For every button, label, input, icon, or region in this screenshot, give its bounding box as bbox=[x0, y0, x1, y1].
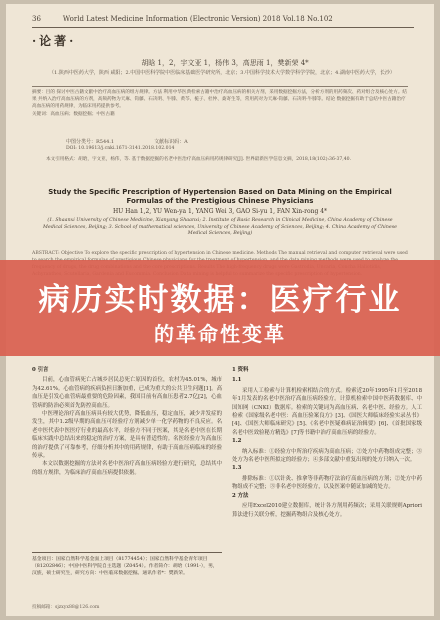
affiliations-cn: （1.陕西中医药大学，陕西 咸阳；2.中国中医科学院中医临床基础医学研究所，北京；3.中国科学技术大学数学科学学院，北京；4.湖南中医药大学，长沙） bbox=[49, 70, 395, 76]
right-column bbox=[232, 366, 422, 592]
body-paragraph: 纳入标准：①经验方中所治疗疾病为高血压病；②处方中药物组成完整；③处方为名老中医所拟定的经验方；④多部文献中重复出现的处方只纳入一次。 bbox=[232, 448, 422, 464]
subsection-heading: 1.1 bbox=[232, 377, 242, 384]
authors-en: HU Han 1,2, YU Wen-ya 1, YANG Wei 3, GAO Si-yu 1, FAN Xin-rong 4* bbox=[112, 208, 328, 215]
clc-code: 中图分类号：R544.1 bbox=[66, 139, 115, 145]
classification-row bbox=[66, 138, 408, 145]
intro-heading: 0 引言 bbox=[32, 367, 49, 373]
document-code: 文献标识码：A bbox=[154, 139, 188, 145]
authors-cn: 胡晗 1，2，宇文亚 1，杨伟 3，高思雨 1，樊新荣 4* bbox=[141, 59, 309, 67]
section-heading: 2 方法 bbox=[232, 492, 249, 499]
intro-paragraph: 中医理论治疗高血压病具有较大优势，降低血压，稳定血压，减少并发症的发生，其中1.2级早期的高血压可经验疗方剂减少单一化学药物的不良反应。名老中医代表中医医疗行业的最高水平，经验方不同于医案，其是名老中医在长期临床实践中总结出来的稳定的治疗方案，是具有普适性的。名医经验方为高血压的治疗提供了可靠参考，仔细分析其中的用药规律，有助于高血压病临床的经验传承。 bbox=[32, 411, 222, 460]
left-column bbox=[32, 366, 222, 548]
title-en: Study the Specific Prescription of Hypertension Based on Data Mining on the Empirical Formulas of the Prestigious Chinese Physicians bbox=[48, 188, 392, 205]
page-footer: 投稿邮箱：sjzxyx88@126.com bbox=[32, 605, 100, 610]
affiliations-en: (1. Shaanxi University of Chinese Medicine, Xianyang Shaanxi; 2. Institute of Basic Research in Clinical Medicine, China Academy of Chinese Medical Sciences, Beijing; 3. School of mathematical sciences, University of Chinese Academy of Sciences, Beijing; 4. China Academy of Chinese Medical Sciences, Beijing) bbox=[43, 218, 397, 237]
abstract-cn bbox=[32, 86, 408, 136]
page-header bbox=[32, 14, 414, 28]
section-label: ·论著· bbox=[32, 34, 77, 48]
banner-title: 病历实时数据：医疗行业 bbox=[38, 282, 402, 318]
body-paragraph: 排除标准：①以针灸、推拿等非药物疗法治疗高血压病的方剂；②处方中药物组成不完整；③非名老中医经验方，以及医案中随证加减的处方。 bbox=[232, 475, 422, 491]
subsection-heading: 1.2 bbox=[232, 438, 242, 445]
banner-subtitle: 的革命性变革 bbox=[154, 322, 286, 346]
body-paragraph: 应用Excel2010建立数据库，统计各方剂用药频次；采用关联规则Apriori算法进行关联分析，挖掘药物组合及核心处方。 bbox=[232, 503, 422, 518]
abstract-en: ABSTRACT: Objective To explore the specific prescription of hypertension in Chinese medicine. Methods The manual retrieval and computer retrieval were used bbox=[32, 251, 408, 256]
intro-paragraph: 目前，心血管病死亡占城乡居民总死亡原因的首位，农村为45.01%，城市为42.61%。心血管病的疾病负担日渐加重，已成为重大的公共卫生问题[1]。高血压是引发心血管病最重要的危险因素，我国目前有高血压患者2.7亿[2]，心血管病的防治必须首先防控高血压。 bbox=[32, 377, 222, 409]
journal-name: World Latest Medicine Information (Electronic Version) 2018 Vol.18 No.102 bbox=[62, 15, 333, 23]
keywords-cn: 关键词：高血压病；数据挖掘；中医古籍 bbox=[32, 111, 115, 117]
funding-note: 基金项目：国家自然科学基金面上项目（81774454）；国家自然科学基金青年项目（81202846）；中国中医科学院自主选题（Z0454）。作者简介：胡晗（1991-），男，汉族，硕士研究生，研究方向：中医临床数据挖掘。通讯作者*：樊新荣。 bbox=[32, 552, 222, 602]
subsection-heading: 1.3 bbox=[232, 465, 242, 472]
citation-cn: 本文引用格式：胡晗，宇文亚，杨伟，等. 基于数据挖掘的名老中医治疗高血压病用药规律研究[J]. 世界最新医学信息文摘，2018,18(102):36-37,40. bbox=[46, 157, 352, 162]
section-heading: 1 资料 bbox=[232, 367, 249, 373]
page-number: 36 bbox=[32, 15, 41, 23]
abstract-cn-text: 摘要：目的 探讨中医古籍文献中治疗高血压病的组方规律。方法 利用中华医典检索古籍中治疗高血压病的相关方剂，采用数据挖掘方法，分析方剂的用药频次、药对组合及核心处方。结果 共纳入治疗高血压病的方剂，高频药物为天麻、钩藤、石决明、牛膝、黄芩、栀子、杜仲、桑寄生等，常用药对为天麻-钩藤、石决明-牛膝等。结论 数据挖掘有助于总结中医古籍治疗高血压病的用药规律，为临床用药提供参考。 bbox=[32, 86, 408, 111]
intro-paragraph: 本文以数据挖掘的方法对名老中医治疗高血压病经验方进行研究，总结其中的组方规律，为临床治疗高血压病提供依据。 bbox=[32, 461, 222, 476]
doi: DOI: 10.19613/j.cnki.1671-3141.2018.102.014 bbox=[66, 146, 175, 151]
body-paragraph: 采用人工检索与计算机检索相结合的方式。检索近20年1995年1月至2018年1月发表的名老中医治疗高血压病经验方。计算机检索中国中医药数据库、中国知网（CNKI）数据库。检索的关键词为高血压病、名老中医、经验方。人工检索《国家级名老中医：高血压验案良方》[3]、《国医大师临床经验实录丛书》[4]、《国医大师临床研究》[5]、《名老中医疑难病证治辑要》[6]、《首批国家级名老中医效验秘方精选》[7]等书籍中治疗高血压病的经验方。 bbox=[232, 387, 422, 436]
